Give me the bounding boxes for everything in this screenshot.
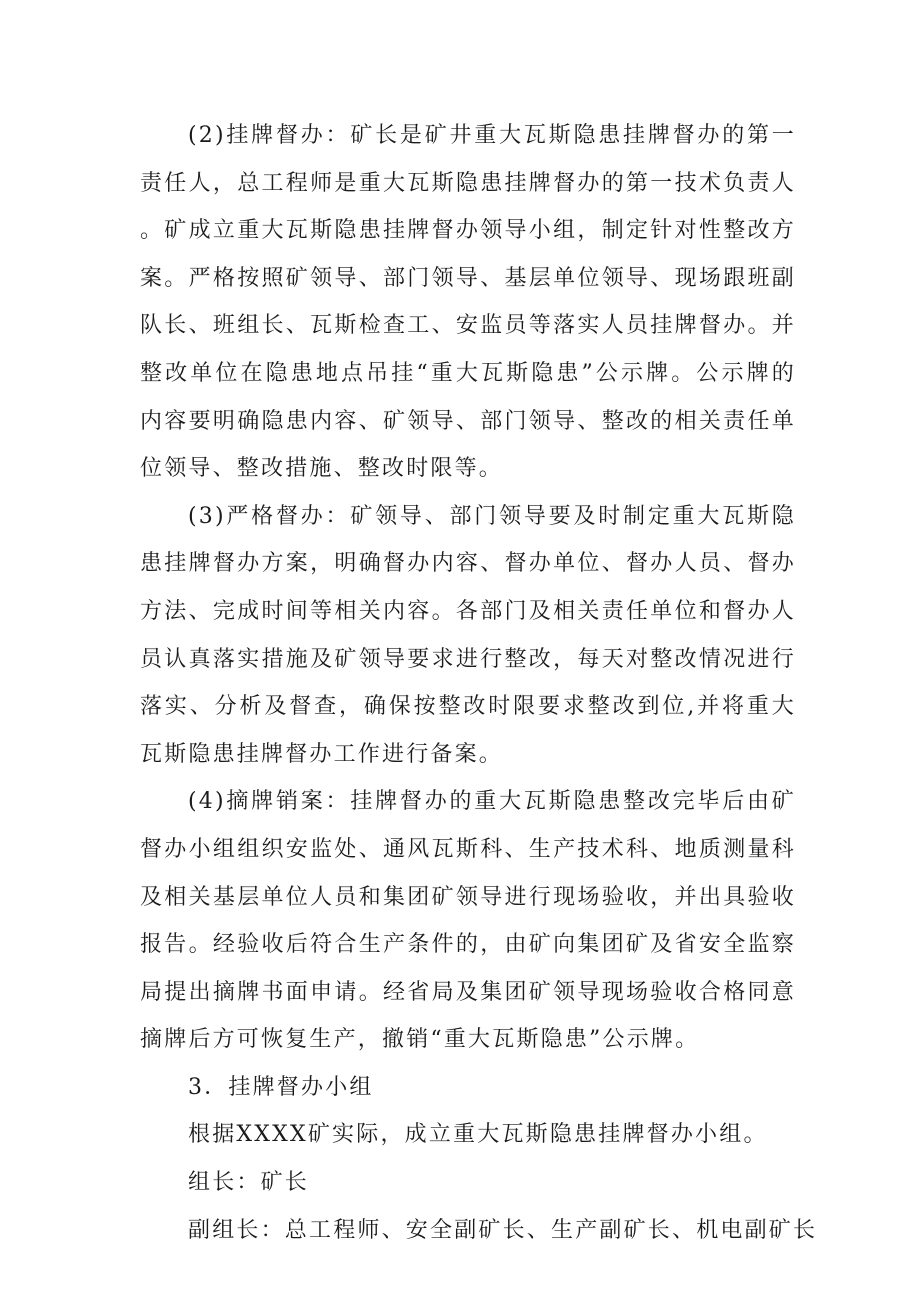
section-heading: 3．挂牌督办小组 (188, 1074, 374, 1100)
document-page (140, 112, 818, 1254)
paragraph-strict-supervision: (3)严格督办：矿领导、部门领导要及时制定重大瓦斯隐患挂牌督办方案，明确督办内容、督办单位、督办人员、督办方法、完成时间等相关内容。各部门及相关责任单位和督办人员认真落实措施及矿领导要求进行整改，每天对整改情况进行落实、分析及督查，确保按整改时限要求整改到位,并将重大瓦斯隐患挂牌督办工作进行备案。 (140, 503, 796, 767)
group-leader: 组长：矿长 (188, 1170, 310, 1196)
paragraph-remove-sign: (4)摘牌销案：挂牌督办的重大瓦斯隐患整改完毕后由矿督办小组组织安监处、通风瓦斯科、生产技术科、地质测量科及相关基层单位人员和集团矿领导进行现场验收，并出具验收报告。经验收后符合生产条件的，由矿向集团矿及省安全监察局提出摘牌书面申请。经省局及集团矿领导现场验收合格同意摘牌后方可恢复生产，撤销“重大瓦斯隐患”公示牌。 (140, 789, 796, 1053)
group-deputy-leaders: 副组长：总工程师、安全副矿长、生产副矿长、机电副矿长 (188, 1217, 818, 1243)
section-intro: 根据XXXX矿实际，成立重大瓦斯隐患挂牌督办小组。 (188, 1122, 768, 1148)
paragraph-hang-supervision: (2)挂牌督办：矿长是矿井重大瓦斯隐患挂牌督办的第一责任人，总工程师是重大瓦斯隐患挂牌督办的第一技术负责人。矿成立重大瓦斯隐患挂牌督办领导小组，制定针对性整改方案。严格按照矿领导、部门领导、基层单位领导、现场跟班副队长、班组长、瓦斯检查工、安监员等落实人员挂牌督办。并整改单位在隐患地点吊挂“重大瓦斯隐患”公示牌。公示牌的内容要明确隐患内容、矿领导、部门领导、整改的相关责任单位领导、整改措施、整改时限等。 (140, 123, 796, 482)
